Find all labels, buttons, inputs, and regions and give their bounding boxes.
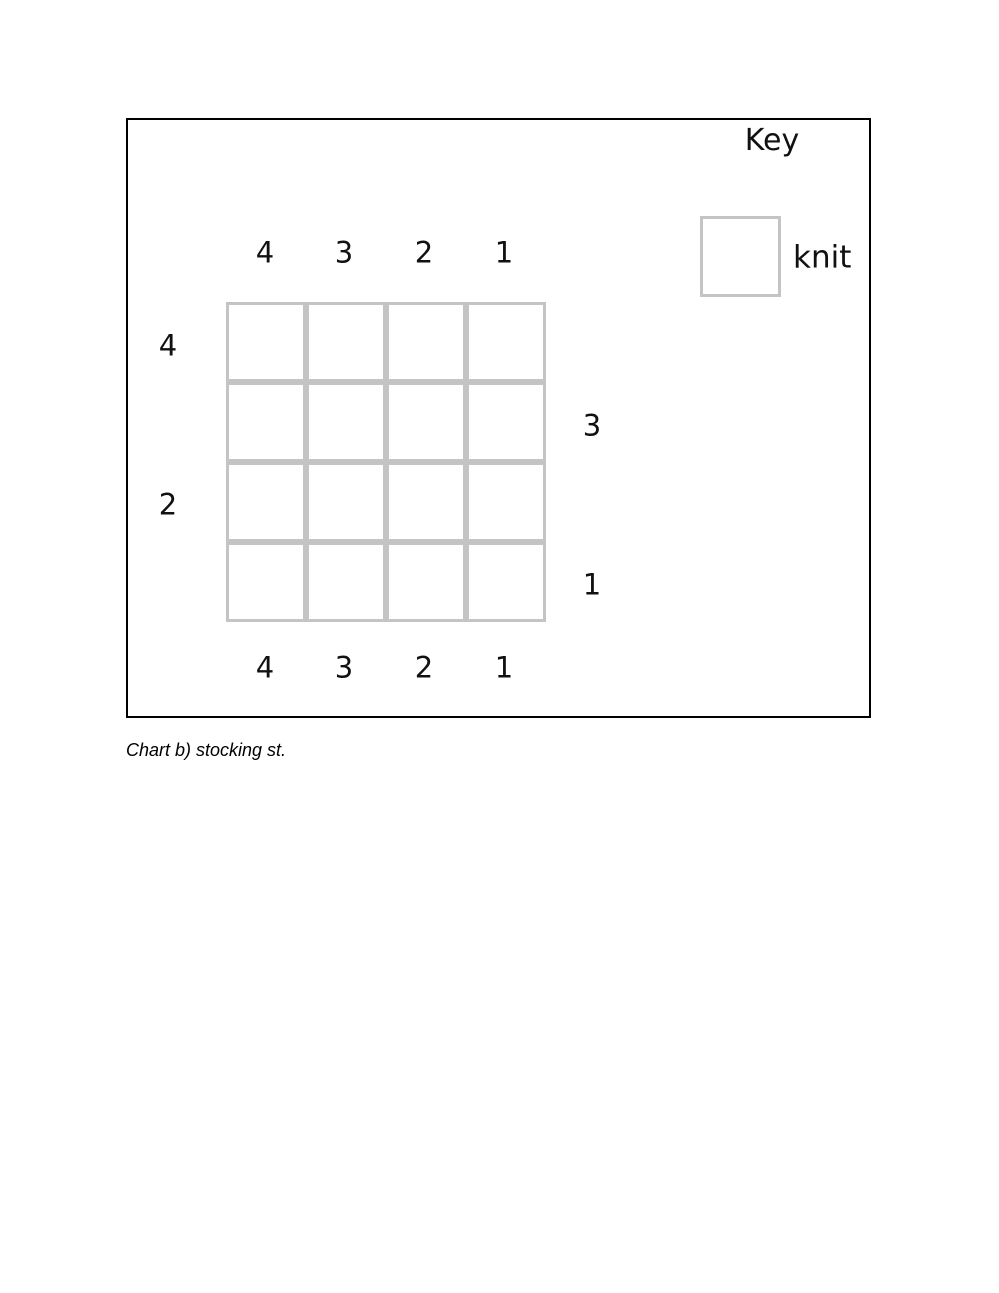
grid-cell bbox=[466, 382, 546, 462]
key-knit-label: knit bbox=[793, 239, 852, 276]
left-row-label: 4 bbox=[158, 328, 178, 363]
right-row-label: 1 bbox=[582, 567, 602, 602]
bottom-col-label: 3 bbox=[334, 650, 354, 685]
top-col-label: 4 bbox=[255, 235, 275, 270]
grid-cell bbox=[466, 542, 546, 622]
grid-cell bbox=[226, 542, 306, 622]
grid-cell bbox=[306, 542, 386, 622]
top-col-label: 2 bbox=[414, 235, 434, 270]
grid-cell bbox=[226, 302, 306, 382]
bottom-col-label: 2 bbox=[414, 650, 434, 685]
grid-cell bbox=[306, 462, 386, 542]
grid-cell bbox=[306, 302, 386, 382]
grid-cell bbox=[466, 462, 546, 542]
left-row-label: 2 bbox=[158, 487, 178, 522]
grid-cell bbox=[466, 302, 546, 382]
top-col-label: 3 bbox=[334, 235, 354, 270]
grid-cell bbox=[306, 382, 386, 462]
top-col-label: 1 bbox=[494, 235, 514, 270]
key-knit-swatch bbox=[700, 216, 781, 297]
bottom-col-label: 4 bbox=[255, 650, 275, 685]
right-row-label: 3 bbox=[582, 408, 602, 443]
grid-cell bbox=[386, 302, 466, 382]
grid-cell bbox=[386, 462, 466, 542]
bottom-col-label: 1 bbox=[494, 650, 514, 685]
grid-cell bbox=[386, 542, 466, 622]
key-title: Key bbox=[744, 123, 800, 158]
grid-cell bbox=[226, 462, 306, 542]
chart-caption: Chart b) stocking st. bbox=[126, 740, 287, 760]
grid-cell bbox=[226, 382, 306, 462]
stitch-grid bbox=[226, 302, 546, 622]
grid-cell bbox=[386, 382, 466, 462]
